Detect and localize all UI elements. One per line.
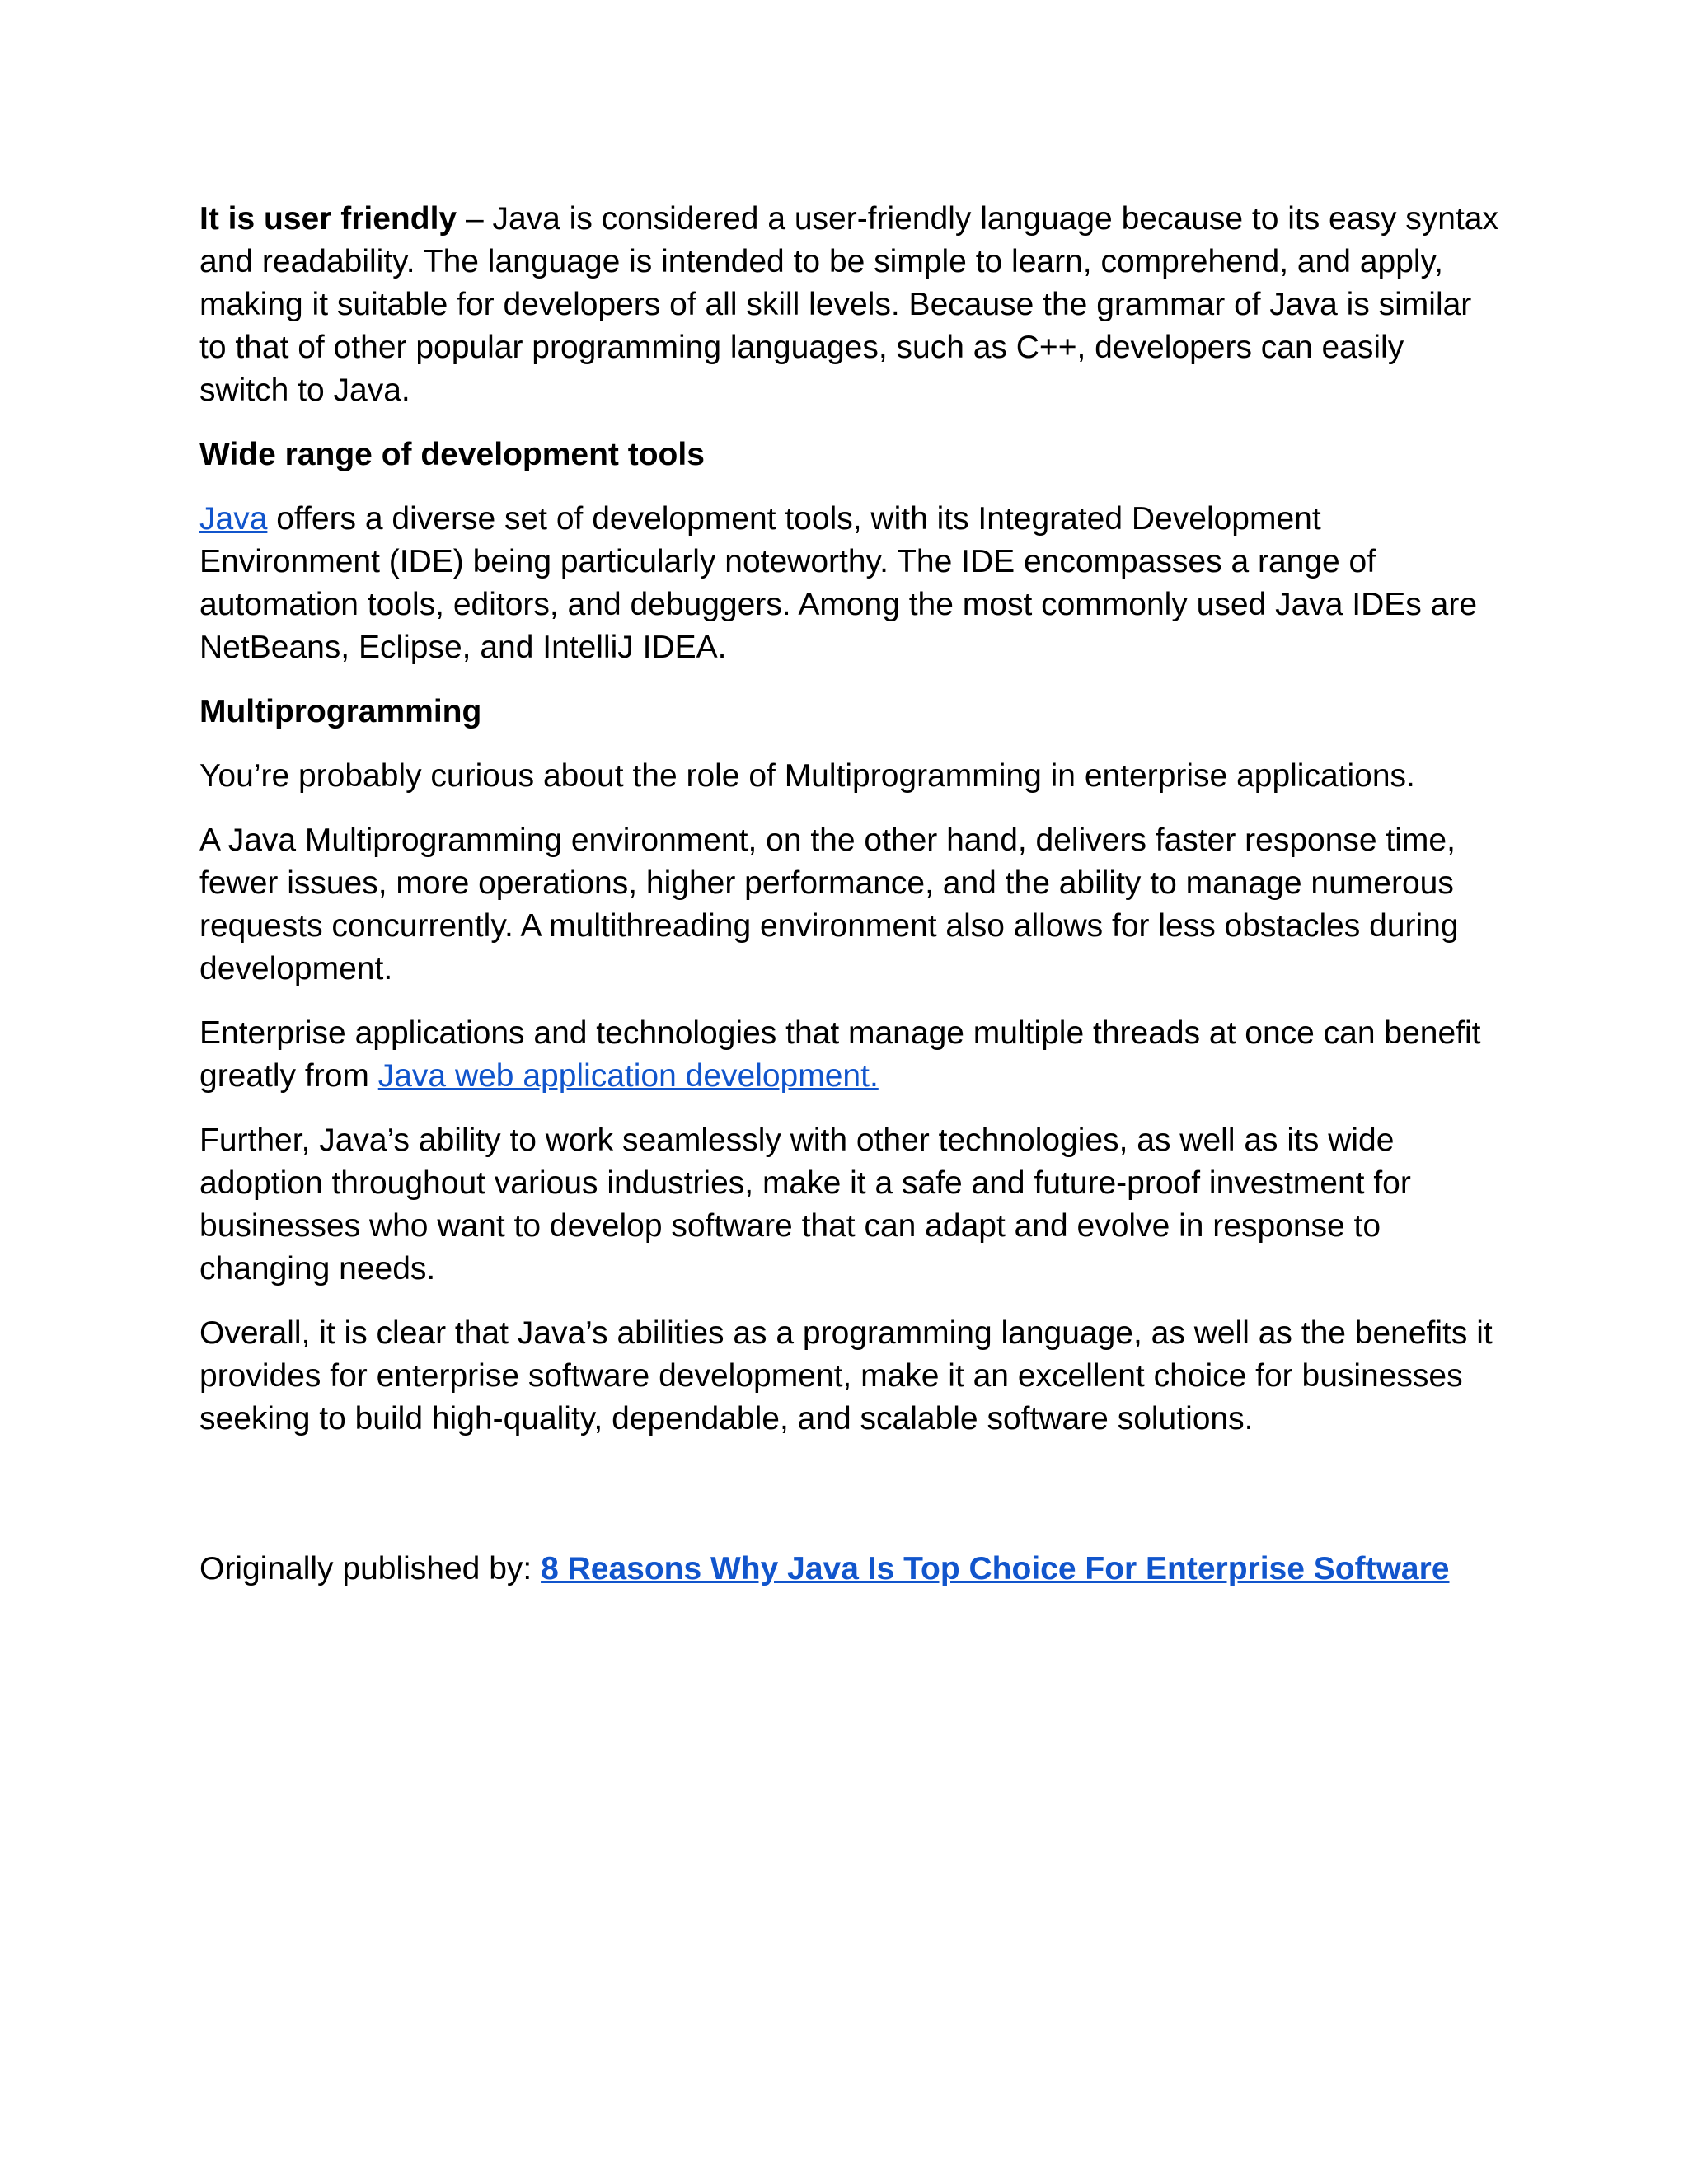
multiprogramming-paragraph-1: You’re probably curious about the role of Multiprogramming in enterprise applications. [199,758,1415,794]
section-spacer [199,1462,1502,1548]
dev-tools-heading: Wide range of development tools [199,437,705,472]
multiprogramming-paragraph-3 [199,1012,1502,1098]
original-article-link[interactable]: 8 Reasons Why Java Is Top Choice For Enterprise Software [541,1551,1450,1586]
multiprogramming-paragraph-4: Further, Java’s ability to work seamlessly with other technologies, as well as its wide adoption throughout various industries, make it a safe and future-proof investment for businesses who want to develop software that can adapt and evolve in response to changing needs. [199,1122,1411,1286]
java-link[interactable]: Java [199,501,268,537]
user-friendly-paragraph [199,198,1502,412]
originally-published-label: Originally published by: [199,1551,542,1586]
dev-tools-paragraph [199,498,1502,669]
document-page [199,198,1502,1612]
originally-published-line [199,1548,1502,1591]
user-friendly-text: – Java is considered a user-friendly language because to its easy syntax and readability. The language is intended to be simple to learn, comprehend, and apply, making it suitable for developers of all skill levels. Because the grammar of Java is similar to that of other popular programming languages, such as C++, developers can easily switch to Java. [199,201,1498,408]
java-web-development-link[interactable]: Java web application development. [377,1058,879,1094]
multiprogramming-heading: Multiprogramming [199,694,482,729]
user-friendly-lead: It is user friendly [199,201,457,237]
multiprogramming-paragraph-3-text: Enterprise applications and technologies that manage multiple threads at once can benefit greatly from [199,1015,1481,1094]
dev-tools-text: offers a diverse set of development tools, with its Integrated Development Environment (IDE) being particularly noteworthy. The IDE encompasses a range of automation tools, editors, and debuggers. Among the most commonly used Java IDEs are NetBeans, Eclipse, and IntelliJ IDEA. [199,501,1478,665]
multiprogramming-paragraph-5: Overall, it is clear that Java’s abilities as a programming language, as well as the benefits it provides for enterprise software development, make it an excellent choice for businesses seeking to build high-quality, dependable, and scalable software solutions. [199,1315,1493,1436]
multiprogramming-paragraph-2: A Java Multiprogramming environment, on the other hand, delivers faster response time, fewer issues, more operations, higher performance, and the ability to manage numerous requests concurrently. A multithreading environment also allows for less obstacles during development. [199,823,1459,987]
